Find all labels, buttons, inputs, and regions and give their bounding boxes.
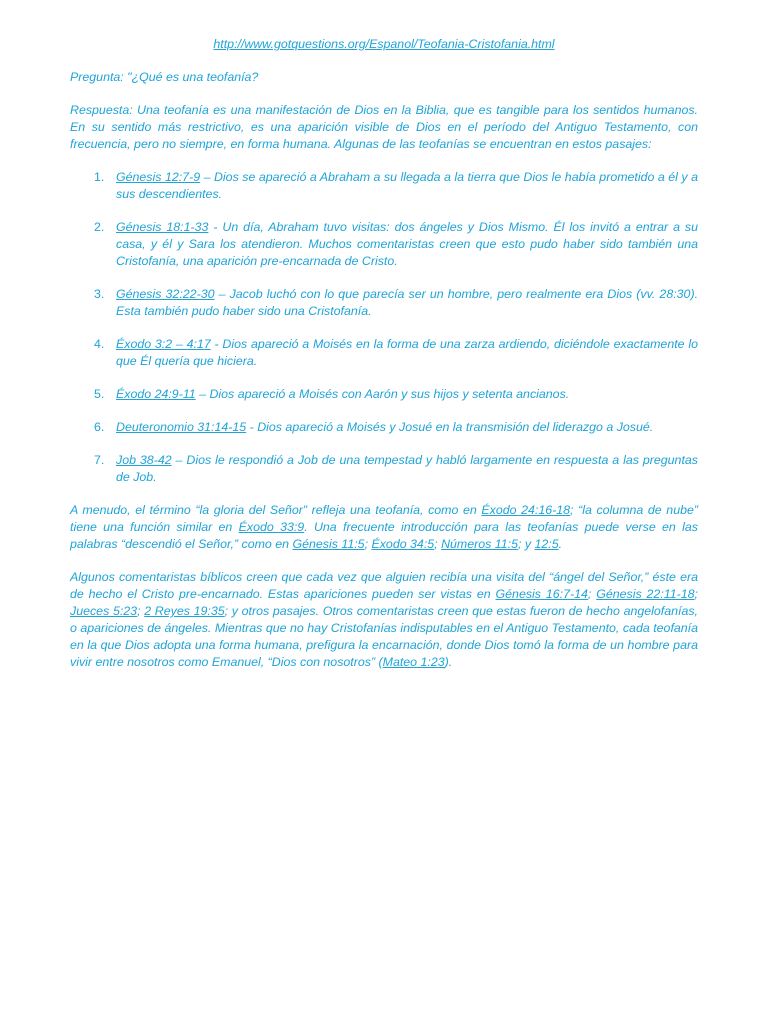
paragraph-text: ; xyxy=(694,587,698,601)
scripture-link[interactable]: Génesis 32:22-30 xyxy=(116,287,215,301)
scripture-link[interactable]: Números 11:5 xyxy=(441,537,518,551)
scripture-link[interactable]: Génesis 18:1-33 xyxy=(116,220,209,234)
list-item xyxy=(70,286,698,320)
list-number: 2. xyxy=(94,220,105,234)
scripture-link[interactable]: Éxodo 34:5 xyxy=(371,537,435,551)
scripture-link[interactable]: Job 38-42 xyxy=(116,453,172,467)
list-item-text: – Jacob luchó con lo que parecía ser un hombre, pero realmente era Dios (vv. 28:30). Esta también pudo haber sido una Cristofanía. xyxy=(116,287,699,318)
scripture-link[interactable]: Jueces 5:23 xyxy=(70,604,138,618)
paragraph-text: ; y otros pasajes. Otros comentaristas creen que estas fueron de hecho angelofanías, o apariciones de ángeles. Mientras que no hay Cristofanías indisputables en el Antiguo Testamento, cada teofanía en la que Dios adopta una forma humana, prefigura la encarnación, donde Dios tomó la forma de un hombre para vivir entre nosotros como Emanuel, “Dios con nosotros” ( xyxy=(70,604,699,669)
list-item xyxy=(70,336,698,370)
paragraph-text: ; y xyxy=(517,537,535,551)
paragraph-text: ; xyxy=(137,604,145,618)
list-item-text: - Dios apareció a Moisés y Josué en la transmisión del liderazgo a Josué. xyxy=(246,420,654,434)
scripture-link[interactable]: Génesis 11:5 xyxy=(292,537,365,551)
document-page xyxy=(70,36,698,687)
paragraph-text: Algunos comentaristas bíblicos creen que cada vez que alguien recibía una visita del “ángel del Señor,” éste era de hecho el Cristo pre-encarnado. Estas apariciones pueden ser vistas en xyxy=(70,570,698,601)
scripture-link[interactable]: Éxodo 24:9-11 xyxy=(116,387,196,401)
passage-list xyxy=(70,169,698,486)
glory-paragraph xyxy=(70,502,698,553)
list-item xyxy=(70,419,698,436)
list-number: 5. xyxy=(94,387,105,401)
list-number: 4. xyxy=(94,337,105,351)
paragraph-text: A menudo, el término “la gloria del Señor” refleja una teofanía, como en xyxy=(70,503,482,517)
answer-paragraph: Respuesta: Una teofanía es una manifestación de Dios en la Biblia, que es tangible para los sentidos humanos. En su sentido más restrictivo, es una aparición visible de Dios en el período del Antiguo Testamento, con frecuencia, pero no siempre, en forma humana. Algunas de las teofanías se encuentran en estos pasajes: xyxy=(70,103,698,151)
paragraph-text: ; xyxy=(587,587,597,601)
list-number: 3. xyxy=(94,287,105,301)
list-item-text: - Un día, Abraham tuvo visitas: dos ángeles y Dios Mismo. Él los invitó a entrar a su casa, y él y Sara los atendieron. Muchos comentaristas creen que esto pudo haber sido también una Cristofanía, una aparición pre-encarnada de Cristo. xyxy=(116,220,699,268)
scripture-link[interactable]: Génesis 22:11-18 xyxy=(596,587,695,601)
scripture-link[interactable]: Deuteronomio 31:14-15 xyxy=(116,420,247,434)
paragraph-text: ; “la columna de nube” tiene una función similar en xyxy=(70,503,698,534)
scripture-link[interactable]: Éxodo 33:9 xyxy=(238,520,305,534)
list-number: 7. xyxy=(94,453,105,467)
scripture-link[interactable]: Génesis 12:7-9 xyxy=(116,170,201,184)
list-item xyxy=(70,219,698,270)
list-item-text: – Dios le respondió a Job de una tempestad y habló largamente en respuesta a las preguntas de Job. xyxy=(116,453,698,484)
list-item-text: - Dios apareció a Moisés en la forma de una zarza ardiendo, diciéndole exactamente lo que Él quería que hiciera. xyxy=(116,337,698,368)
paragraph-text: ). xyxy=(444,655,453,669)
paragraph-text: ; xyxy=(364,537,372,551)
list-number: 6. xyxy=(94,420,105,434)
list-item xyxy=(70,452,698,486)
scripture-link[interactable]: Mateo 1:23 xyxy=(382,655,445,669)
scripture-link[interactable]: Éxodo 24:16-18 xyxy=(481,503,571,517)
list-item-text: – Dios se apareció a Abraham a su llegada a la tierra que Dios le había prometido a él y a sus descendientes. xyxy=(116,170,698,201)
scripture-link[interactable]: 12:5 xyxy=(534,537,559,551)
paragraph-text: . Una frecuente introducción para las teofanías puede verse en las palabras “descendió el Señor,” como en xyxy=(70,520,698,551)
source-url xyxy=(70,36,698,53)
scripture-link[interactable]: Génesis 16:7-14 xyxy=(495,587,588,601)
list-number: 1. xyxy=(94,170,105,184)
scripture-link[interactable]: 2 Reyes 19:35 xyxy=(144,604,225,618)
list-item-text: – Dios apareció a Moisés con Aarón y sus hijos y setenta ancianos. xyxy=(195,387,570,401)
list-item xyxy=(70,386,698,403)
angel-paragraph xyxy=(70,569,698,671)
paragraph-text: ; xyxy=(434,537,442,551)
source-url-link[interactable]: http://www.gotquestions.org/Espanol/Teofania-Cristofania.html xyxy=(213,37,555,51)
paragraph-text: . xyxy=(558,537,563,551)
scripture-link[interactable]: Éxodo 3:2 – 4:17 xyxy=(116,337,211,351)
question: Pregunta: "¿Qué es una teofanía? xyxy=(70,70,259,84)
list-item xyxy=(70,169,698,203)
